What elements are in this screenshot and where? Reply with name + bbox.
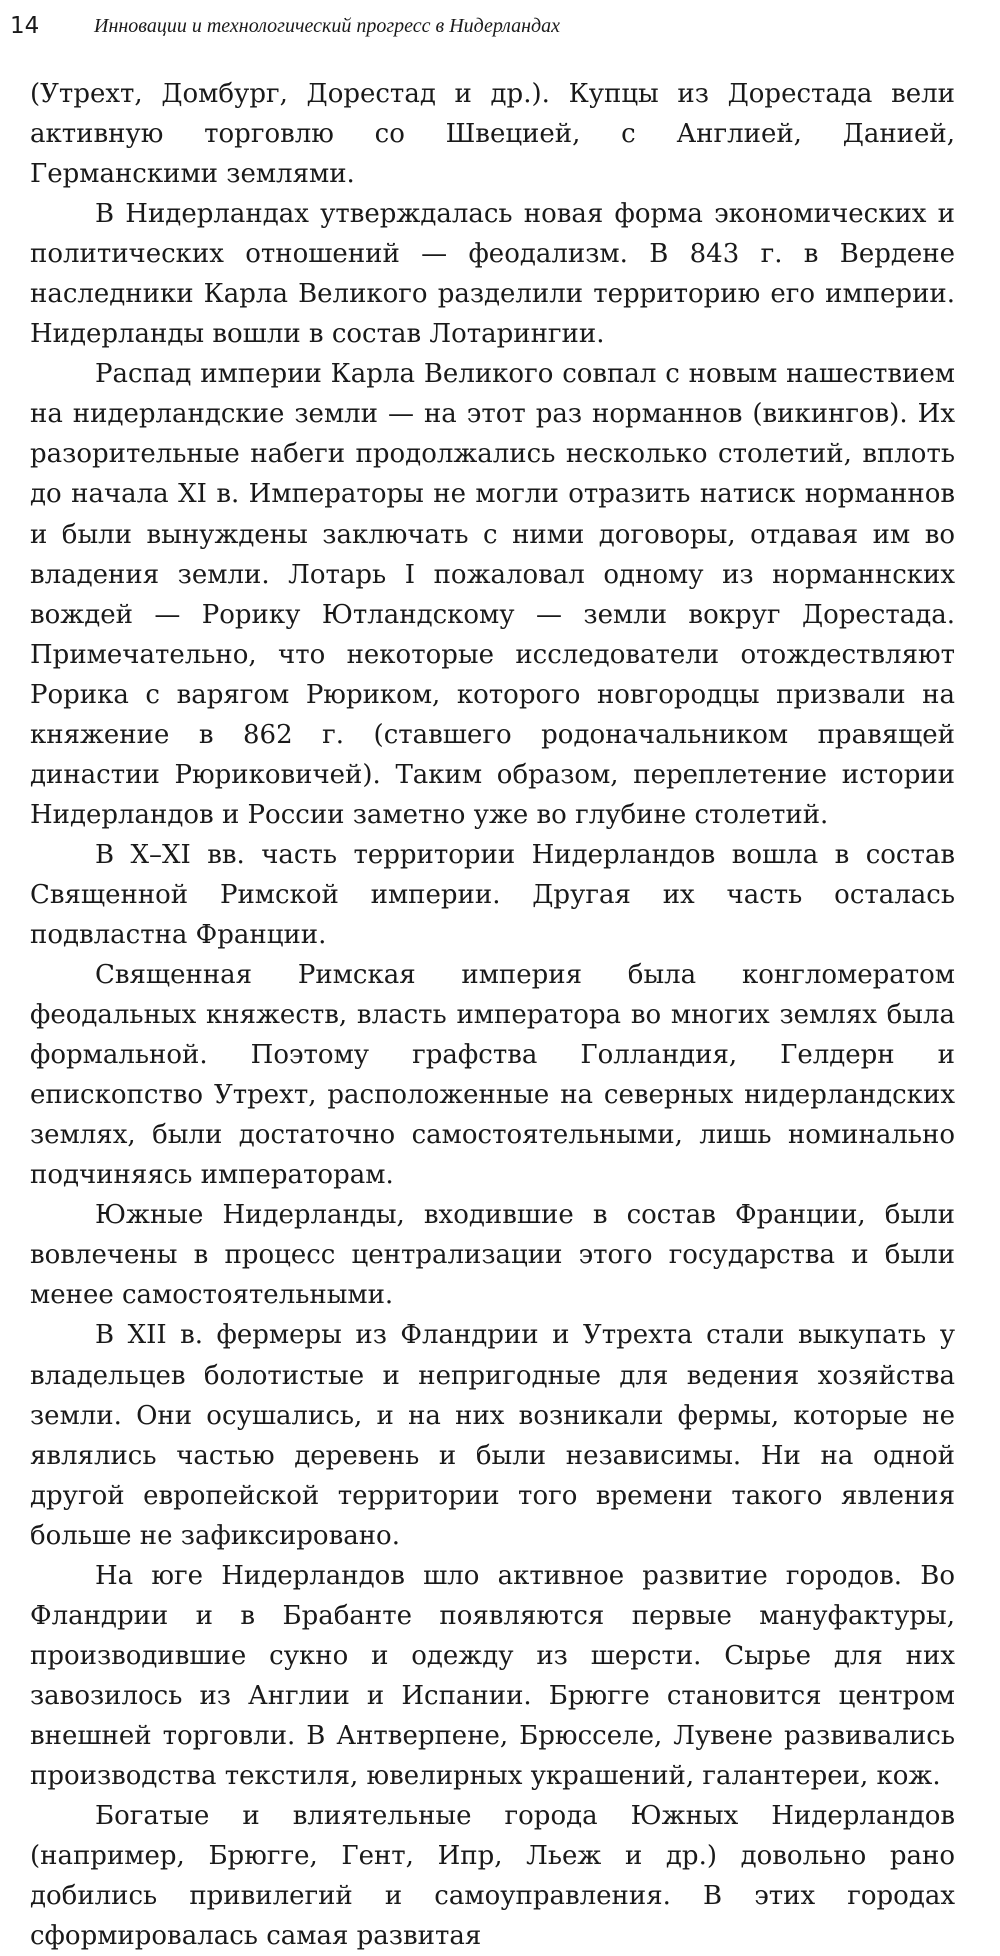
paragraph: Распад империи Карла Великого совпал с новым нашествием на нидерландские земли — на этот раз норманнов (викингов). Их разорительные набеги продолжались несколько столетий, вплоть до начала XI в. Императоры не могли отразить натиск норманнов и были вынуждены заключать с ними договоры, отдавая им во владения земли. Лотарь I пожаловал одному из норманнских вождей — Рорику Ютландскому — земли вокруг Дорестада. Примечательно, что некоторые исследователи отождествляют Рорика с варягом Рюриком, которого новгородцы призвали на княжение в 862 г. (ставшего родоначальником правящей династии Рюриковичей). Таким образом, переплетение истории Нидерландов и России заметно уже во глубине столетий. bbox=[30, 359, 955, 830]
paragraph: Священная Римская империя была конгломератом феодальных княжеств, власть императора во многих землях была формальной. Поэтому графства Голландия, Гелдерн и епископство Утрехт, расположенные на северных нидерландских землях, были достаточно самостоятельными, лишь номинально подчиняясь императорам. bbox=[30, 960, 955, 1191]
paragraph: Южные Нидерланды, входившие в состав Франции, были вовлечены в процесс централизации этого государства и были менее самостоятельными. bbox=[30, 1200, 955, 1311]
paragraph: В Нидерландах утверждалась новая форма экономических и политических отношений — феодализм. В 843 г. в Вердене наследники Карла Великого разделили территорию его империи. Нидерланды вошли в состав Лотарингии. bbox=[30, 199, 955, 350]
running-title: Инновации и технологический прогресс в Нидерландах bbox=[94, 14, 560, 37]
paragraph: В XII в. фермеры из Фландрии и Утрехта стали выкупать у владельцев болотистые и непригодные для ведения хозяйства земли. Они осушались, и на них возникали фермы, которые не являлись частью деревень и были независимы. Ни на одной другой европейской территории того времени такого явления больше не зафиксировано. bbox=[30, 1320, 955, 1551]
page-number: 14 bbox=[10, 13, 40, 39]
paragraph: Богатые и влиятельные города Южных Нидерландов (например, Брюгге, Гент, Ипр, Льеж и др.) довольно рано добились привилегий и самоуправления. В этих городах сформировалась самая развитая bbox=[30, 1801, 955, 1952]
paragraph: (Утрехт, Домбург, Дорестад и др.). Купцы из Дорестада вели активную торговлю со Швецией, с Англией, Данией, Германскими землями. bbox=[30, 79, 955, 190]
paragraph: На юге Нидерландов шло активное развитие городов. Во Фландрии и в Брабанте появляются первые мануфактуры, производившие сукно и одежду из шерсти. Сырье для них завозилось из Англии и Испании. Брюгге становится центром внешней торговли. В Антверпене, Брюсселе, Лувене развивались производства текстиля, ювелирных украшений, галантереи, кож. bbox=[30, 1560, 955, 1791]
paragraph: В X–XI вв. часть территории Нидерландов вошла в состав Священной Римской империи. Другая их часть осталась подвластна Франции. bbox=[30, 839, 955, 950]
body-text bbox=[30, 74, 955, 1956]
running-header bbox=[10, 8, 960, 44]
